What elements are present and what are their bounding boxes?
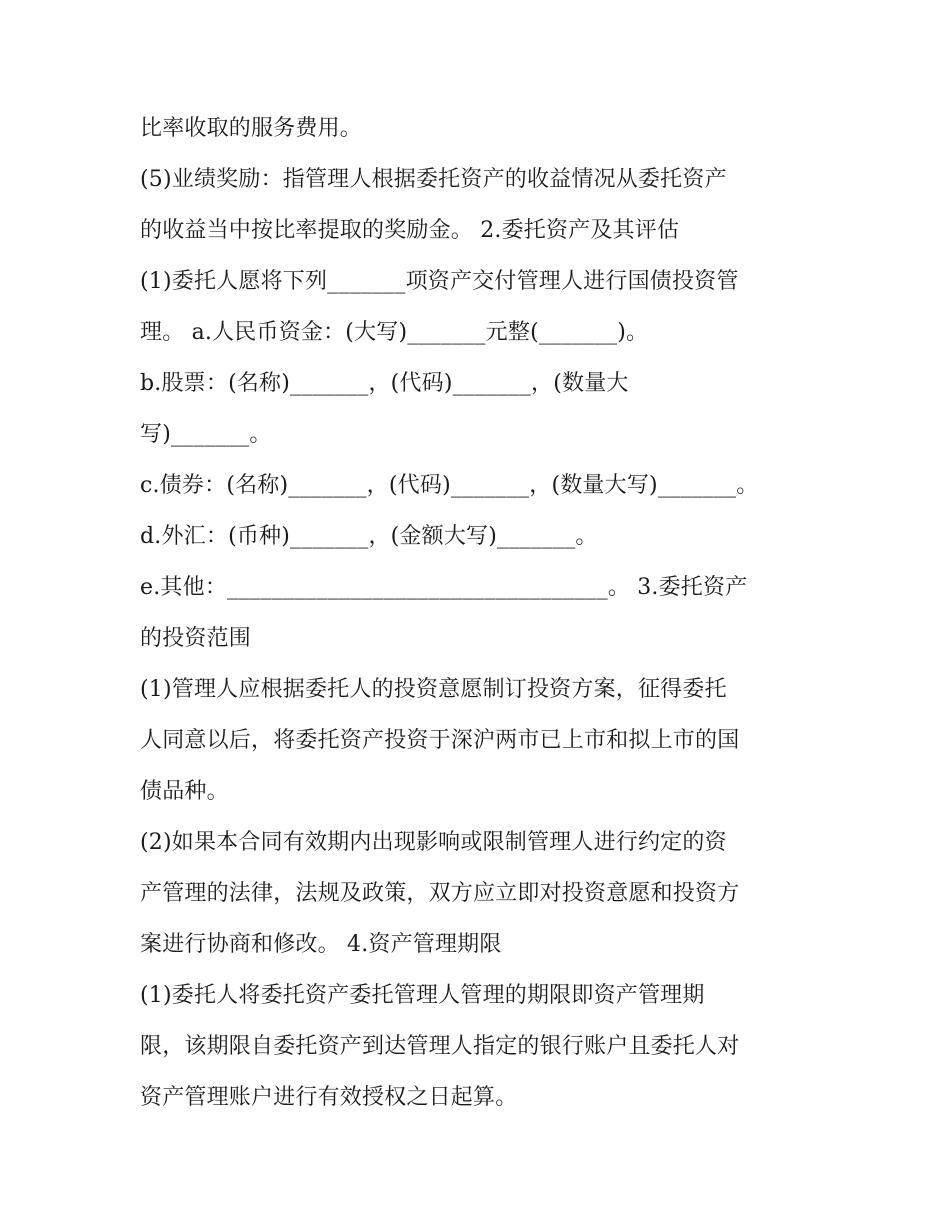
text-line: 债品种。 bbox=[140, 779, 229, 804]
text-line: d.外汇：(币种)_______，(金额大写)_______。 bbox=[140, 524, 598, 549]
text-line: 写)_______。 bbox=[140, 422, 272, 447]
text-line: (2)如果本合同有效期内出现影响或限制管理人进行约定的资 bbox=[140, 830, 727, 855]
text-line: (1)管理人应根据委托人的投资意愿制订投资方案，征得委托 bbox=[140, 677, 727, 702]
text-line: (1)委托人愿将下列_______项资产交付管理人进行国债投资管 bbox=[140, 269, 739, 294]
text-line: 产管理的法律，法规及政策，双方应立即对投资意愿和投资方 bbox=[140, 881, 740, 906]
text-line: e.其他：__________________________________。 3.委托资产 bbox=[140, 575, 748, 600]
text-line: 案进行协商和修改。 4.资产管理期限 bbox=[140, 932, 502, 957]
text-line: b.股票：(名称)_______，(代码)_______，(数量大 bbox=[140, 371, 629, 396]
text-line: (5)业绩奖励：指管理人根据委托资产的收益情况从委托资产 bbox=[140, 167, 727, 192]
text-line: (1)委托人将委托资产委托管理人管理的期限即资产管理期 bbox=[140, 983, 705, 1008]
text-line: 限，该期限自委托资产到达管理人指定的银行账户且委托人对 bbox=[140, 1034, 740, 1059]
text-line: 的收益当中按比率提取的奖励金。 2.委托资产及其评估 bbox=[140, 218, 680, 243]
text-line: 理。 a.人民币资金：(大写)_______元整(_______)。 bbox=[140, 320, 649, 345]
text-line: 的投资范围 bbox=[140, 626, 252, 651]
text-line: 比率收取的服务费用。 bbox=[140, 116, 363, 141]
text-line: 人同意以后，将委托资产投资于深沪两市已上市和拟上市的国 bbox=[140, 728, 740, 753]
text-line: 资产管理账户进行有效授权之日起算。 bbox=[140, 1085, 518, 1110]
text-line: c.债券：(名称)_______，(代码)_______，(数量大写)_______。 bbox=[140, 473, 759, 498]
